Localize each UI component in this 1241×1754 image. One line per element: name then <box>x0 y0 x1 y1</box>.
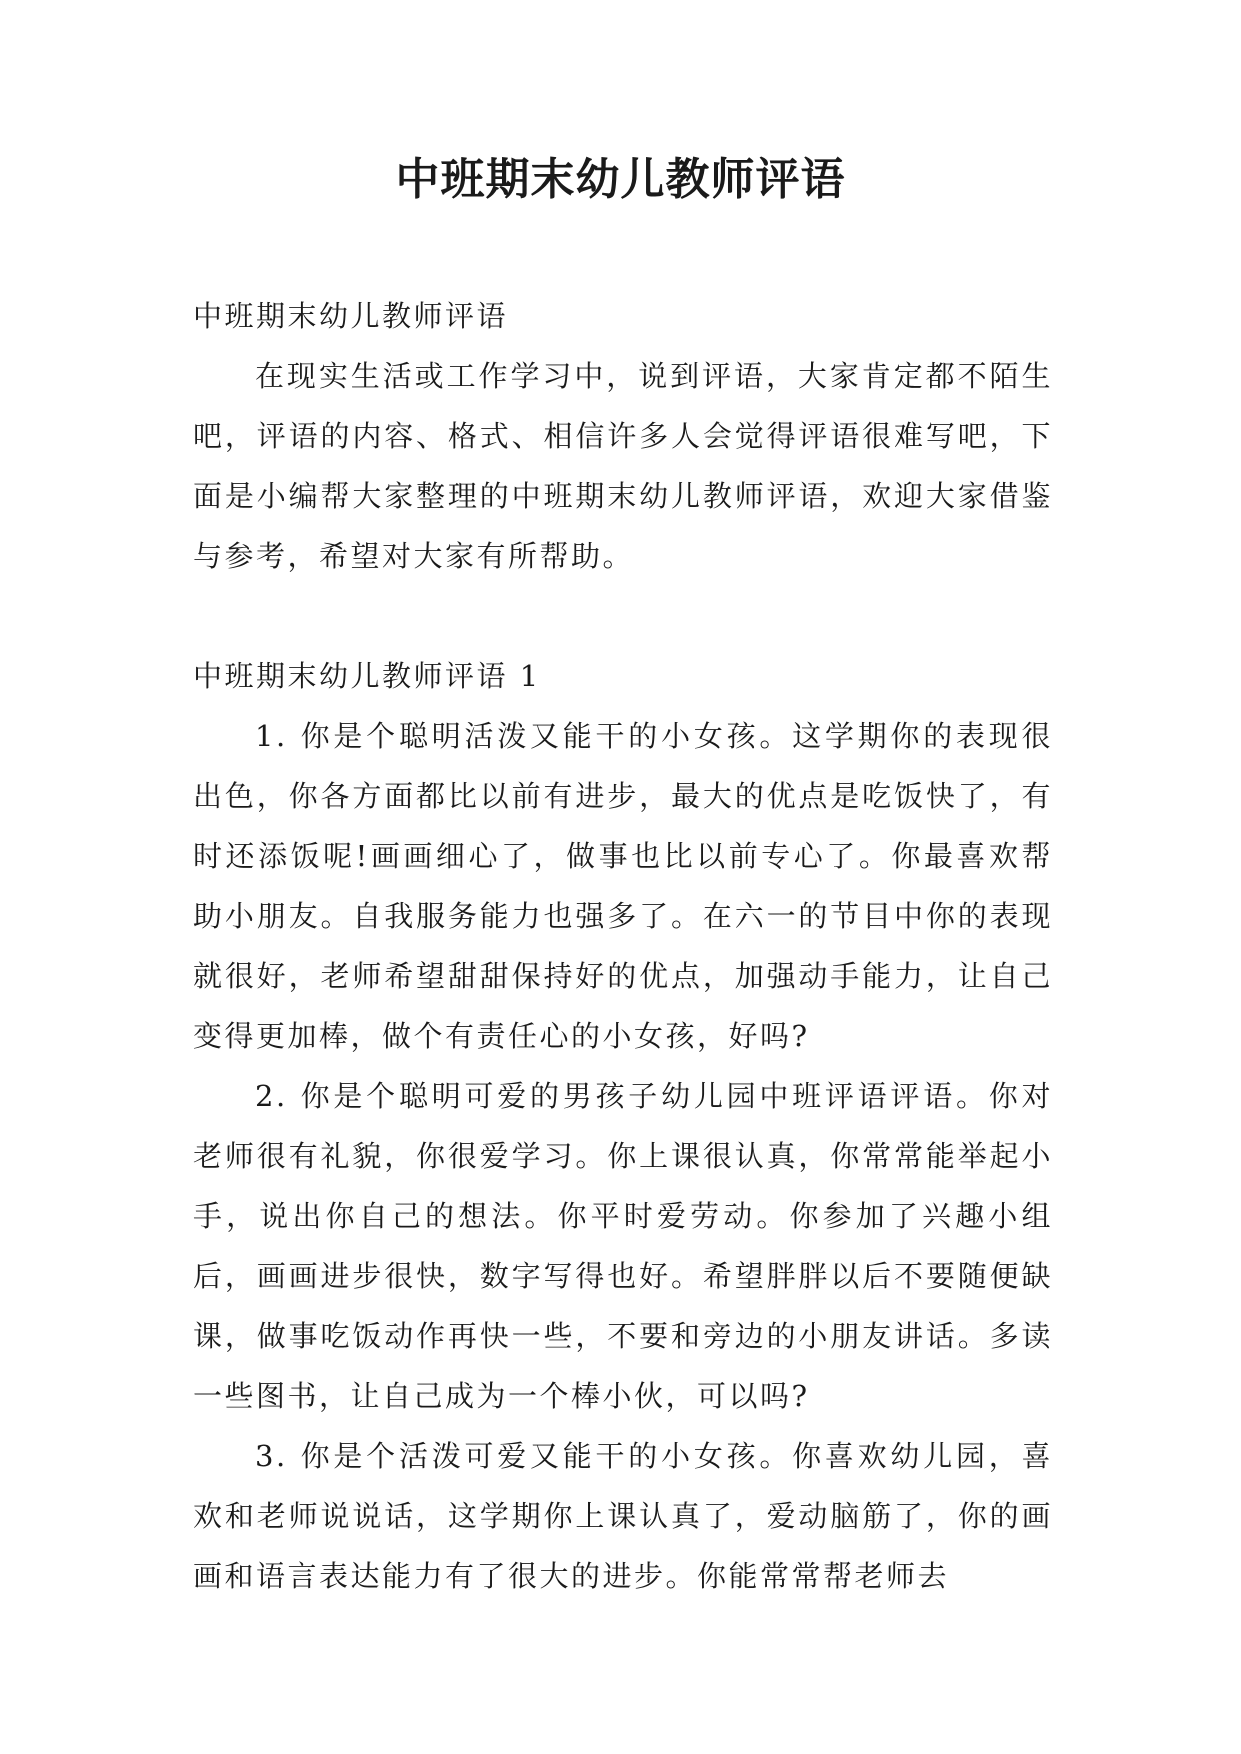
comment-paragraph-1: 1. 你是个聪明活泼又能干的小女孩。这学期你的表现很出色，你各方面都比以前有进步，最大的优点是吃饭快了，有时还添饭呢!画画细心了，做事也比以前专心了。你最喜欢帮助小朋友。自我服务能力也强多了。在六一的节目中你的表现就很好，老师希望甜甜保持好的优点，加强动手能力，让自己变得更加棒，做个有责任心的小女孩，好吗? <box>193 719 1053 1053</box>
document-body <box>193 286 1053 1606</box>
document-title: 中班期末幼儿教师评语 <box>395 154 846 205</box>
section-heading: 中班期末幼儿教师评语 1 <box>193 659 541 693</box>
comment-paragraph-3: 3. 你是个活泼可爱又能干的小女孩。你喜欢幼儿园，喜欢和老师说说话，这学期你上课认真了，爱动脑筋了，你的画画和语言表达能力有了很大的进步。你能常常帮老师去 <box>193 1439 1053 1593</box>
document-subtitle: 中班期末幼儿教师评语 <box>193 299 509 333</box>
paragraph-gap <box>193 586 1053 646</box>
intro-paragraph: 在现实生活或工作学习中，说到评语，大家肯定都不陌生吧，评语的内容、格式、相信许多人会觉得评语很难写吧，下面是小编帮大家整理的中班期末幼儿教师评语，欢迎大家借鉴与参考，希望对大家有所帮助。 <box>193 359 1053 573</box>
comment-paragraph-2: 2. 你是个聪明可爱的男孩子幼儿园中班评语评语。你对老师很有礼貌，你很爱学习。你上课很认真，你常常能举起小手，说出你自己的想法。你平时爱劳动。你参加了兴趣小组后，画画进步很快，数字写得也好。希望胖胖以后不要随便缺课，做事吃饭动作再快一些，不要和旁边的小朋友讲话。多读一些图书，让自己成为一个棒小伙，可以吗? <box>193 1079 1053 1413</box>
